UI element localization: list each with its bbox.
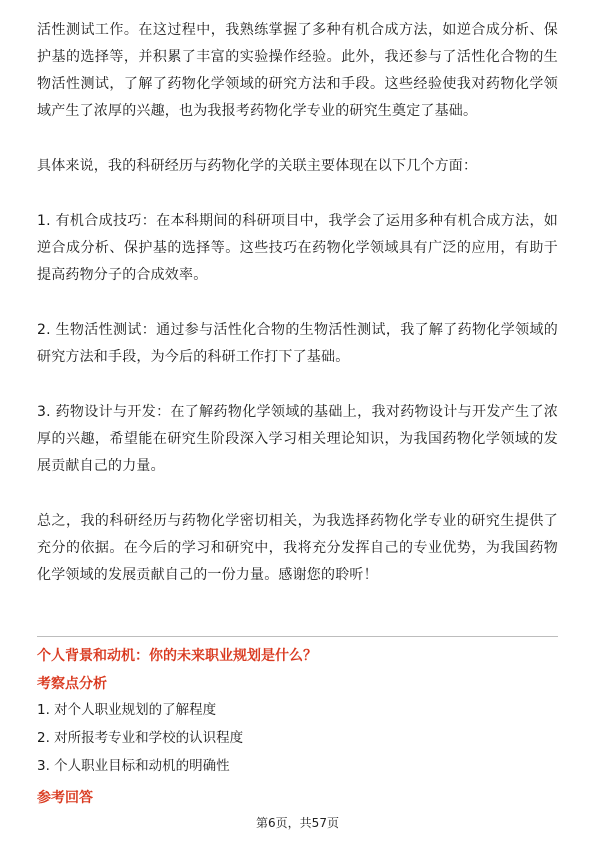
point-bioactivity-testing: 2. 生物活性测试：通过参与活性化合物的生物活性测试，我了解了药物化学领域的研究方法和手段，为今后的科研工作打下了基础。 xyxy=(37,322,558,365)
page-content xyxy=(37,0,558,589)
answer-heading: 参考回答 xyxy=(37,790,93,806)
question-title: 个人背景和动机：你的未来职业规划是什么？ xyxy=(37,648,317,664)
lead-in-paragraph: 具体来说，我的科研经历与药物化学的关联主要体现在以下几个方面： xyxy=(37,158,478,174)
analysis-item: 1. 对个人职业规划的了解程度 xyxy=(37,702,217,718)
analysis-item: 3. 个人职业目标和动机的明确性 xyxy=(37,758,230,774)
point-organic-synthesis: 1. 有机合成技巧：在本科期间的科研项目中，我学会了运用多种有机合成方法，如逆合成分析、保护基的选择等。这些技巧在药物化学领域具有广泛的应用，有助于提高药物分子的合成效率。 xyxy=(37,213,558,283)
analysis-heading: 考察点分析 xyxy=(37,676,107,692)
analysis-item: 2. 对所报考专业和学校的认识程度 xyxy=(37,730,244,746)
intro-paragraph: 活性测试工作。在这过程中，我熟练掌握了多种有机合成方法，如逆合成分析、保护基的选择等，并积累了丰富的实验操作经验。此外，我还参与了活性化合物的生物活性测试，了解了药物化学领域的研究方法和手段。这些经验使我对药物化学领域产生了浓厚的兴趣，也为我报考药物化学专业的研究生奠定了基础。 xyxy=(37,22,558,119)
question-section xyxy=(37,644,558,810)
section-divider xyxy=(37,636,558,637)
point-drug-design: 3. 药物设计与开发：在了解药物化学领域的基础上，我对药物设计与开发产生了浓厚的兴趣，希望能在研究生阶段深入学习相关理论知识，为我国药物化学领域的发展贡献自己的力量。 xyxy=(37,404,558,474)
conclusion-paragraph: 总之，我的科研经历与药物化学密切相关，为我选择药物化学专业的研究生提供了充分的依据。在今后的学习和研究中，我将充分发挥自己的专业优势，为我国药物化学领域的发展贡献自己的一份力量。感谢您的聆听！ xyxy=(37,513,558,583)
page-indicator: 第6页，共57页 xyxy=(256,816,339,830)
